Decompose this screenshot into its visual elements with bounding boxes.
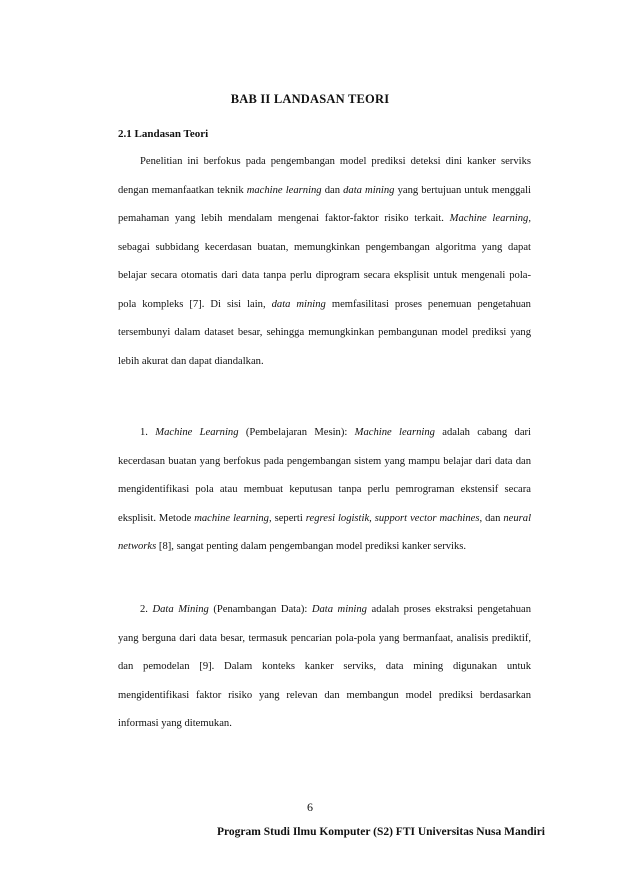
item1-emph-5: neural networks [118, 512, 532, 552]
intro-text-1: Penelitian ini berfokus pada pengembangan model prediksi deteksi dini kanker serviks dengan memanfaatkan teknik [118, 156, 531, 196]
intro-emph-4: data mining [271, 298, 326, 310]
list-number: 2. [140, 604, 153, 615]
intro-emph-2: data mining [343, 184, 395, 196]
page-number: 6 [307, 800, 313, 814]
item2-text-2: adalah proses ekstraksi pengetahuan yang berguna dari data besar, termasuk pencarian pola-pola yang bermanfaat, analisis prediktif, dan pemodelan [9]. Dalam konteks kanker serviks, data mining digunakan untuk mengidentifikasi faktor risiko yang relevan dan membangun model prediksi berdasarkan informasi yang ditemukan. [118, 604, 532, 729]
list-number: 1. [140, 427, 156, 438]
item1-emph-3: machine learning [194, 512, 269, 524]
page-footer: Program Studi Ilmu Komputer (S2) FTI Universitas Nusa Mandiri [217, 826, 545, 838]
list-item-machine-learning [118, 419, 531, 562]
intro-paragraph [118, 148, 531, 376]
item2-emph-2: Data mining [311, 604, 367, 615]
section-heading: 2.1 Landasan Teori [118, 128, 209, 140]
item2-text-1: (Penambangan Data): [208, 604, 312, 615]
list-item-data-mining [118, 596, 531, 739]
intro-emph-3: Machine learning [449, 213, 529, 224]
item1-emph-1: Machine Learning [155, 427, 239, 438]
item2-emph-1: Data Mining [152, 604, 209, 615]
intro-text-5: memfasilitasi proses penemuan pengetahuan tersembunyi dalam dataset besar, sehingga memungkinkan pembangunan model prediksi yang lebih akurat dan dapat diandalkan. [118, 298, 531, 367]
item1-emph-2: Machine learning [354, 427, 435, 438]
intro-text-3: yang bertujuan untuk menggali pemahaman yang lebih mendalam mengenai faktor-faktor risiko terkait. [118, 184, 532, 224]
item1-text-2: adalah cabang dari kecerdasan buatan yang berfokus pada pengembangan sistem yang mampu belajar dari data dan mengidentifikasi pola atau membuat keputusan tanpa perlu pemrograman ekstensif secara eksplisit. Metode [118, 427, 531, 524]
item1-text-3: , seperti [268, 512, 306, 524]
intro-text-2: dan [321, 184, 344, 196]
item1-emph-4: regresi logistik, support vector machines [305, 512, 480, 524]
item1-text-4: , dan [479, 512, 504, 524]
intro-text-4: , sebagai subbidang kecerdasan buatan, memungkinkan pengembangan algoritma yang dapat belajar secara otomatis dari data tanpa perlu diprogram secara eksplisit untuk mengenali pola-pola kompleks [7]. Di sisi lain, [118, 213, 531, 310]
intro-emph-1: machine learning [246, 184, 322, 196]
item1-text-5: [8], sangat penting dalam pengembangan model prediksi kanker serviks. [156, 541, 467, 552]
item1-text-1: (Pembelajaran Mesin): [238, 427, 355, 438]
chapter-title: BAB II LANDASAN TEORI [230, 92, 390, 106]
